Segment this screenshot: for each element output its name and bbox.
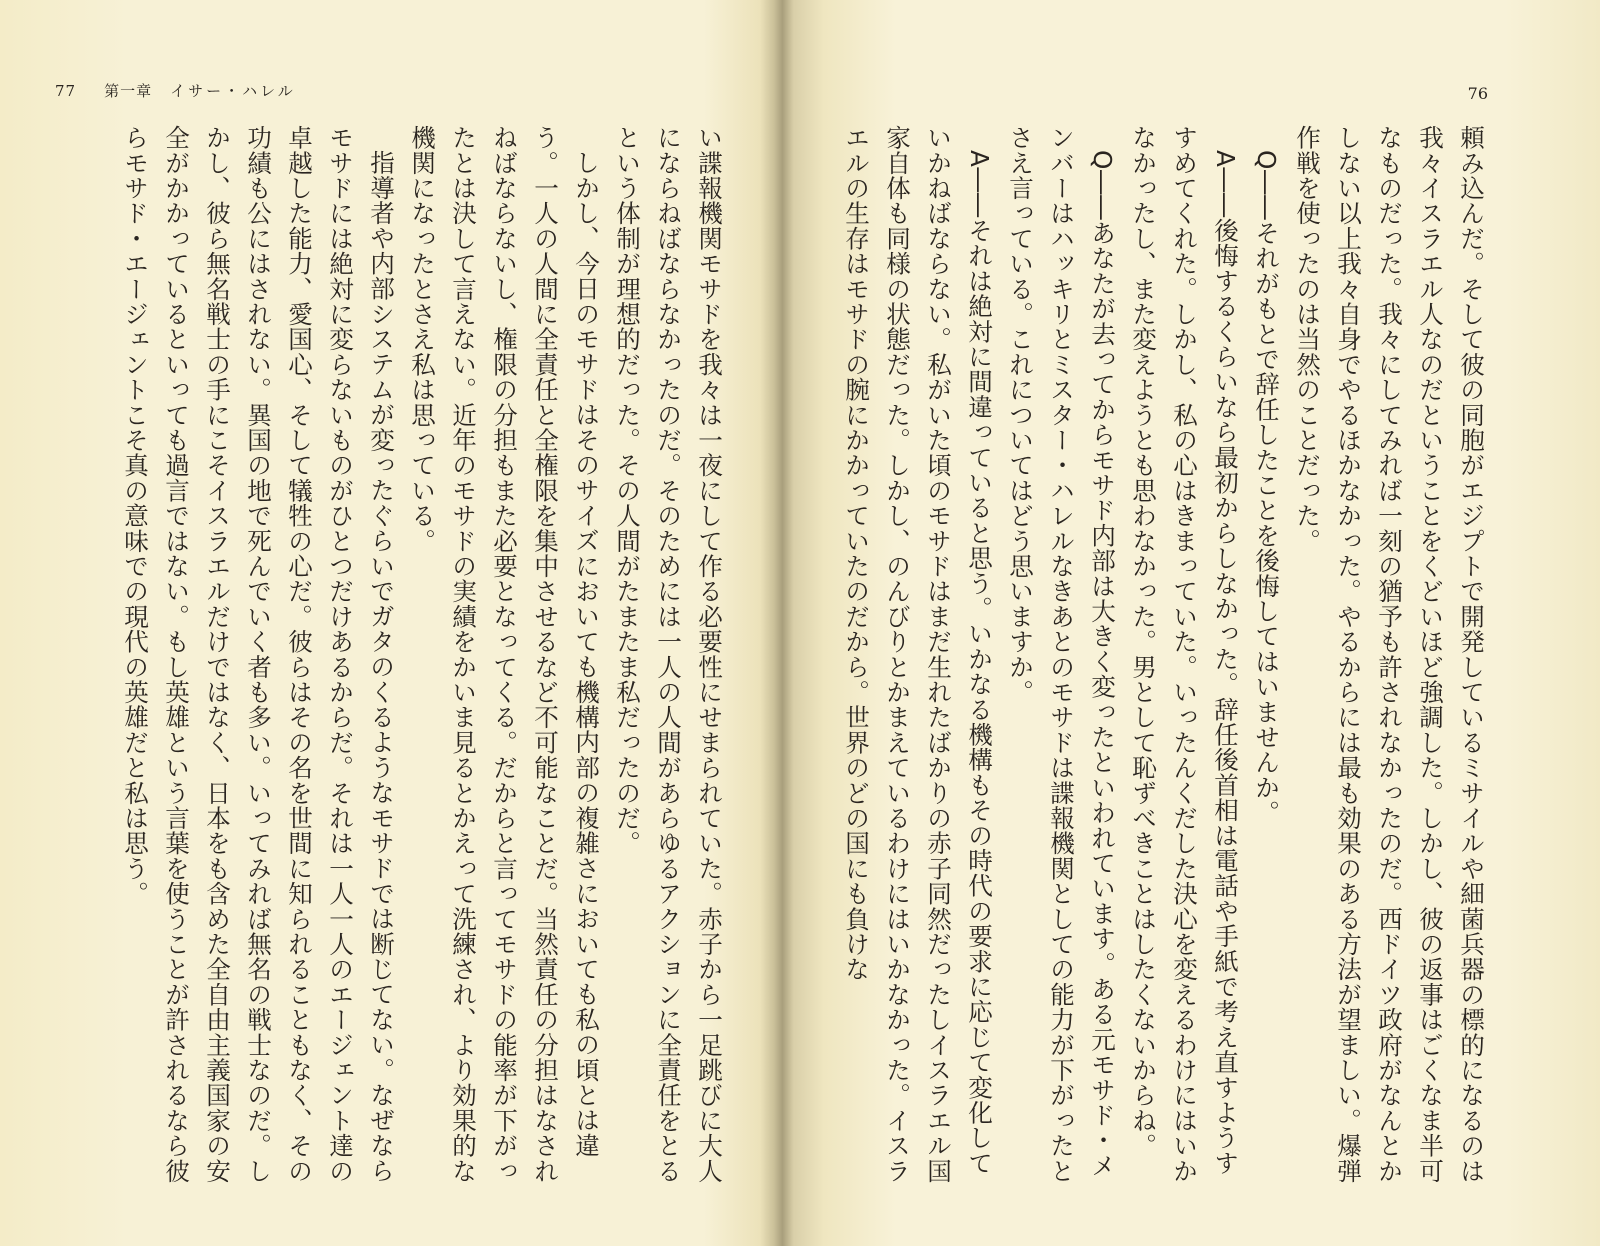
running-head <box>55 80 296 101</box>
page-number-left: 77 <box>55 82 77 100</box>
paragraph: い諜報機関モサドを我々は一夜にして作る必要性にせまられていた。赤子から一足跳びに大人にならねばならなかったのだ。そのためには一人の人間があらゆるアクションに全責任をとるという体制が理想的だった。その人間がたまたま私だったのだ。 <box>613 125 724 1184</box>
question-paragraph: Q――あなたが去ってからモサド内部は大きく変ったといわれています。ある元モサド・メンバーはハッキリとミスター・ハレルなきあとのモサドは諜報機関としての能力が下がったとさえ言っている。これについてはどう思いますか。 <box>1006 125 1117 1184</box>
left-page-body <box>90 125 730 1185</box>
paragraph: しかし、今日のモサドはそのサイズにおいても機構内部の複雑さにおいても私の頃とは違う。一人の人間に全責任と全権限を集中させるなど不可能なことだ。当然責任の分担はなされねばならないし、権限の分担もまた必要となってくる。だからと言ってモサドの能率が下がったとは決して言えない。近年のモサドの実績をかいま見るとかえって洗練され、より効果的な機関になったとさえ私は思っている。 <box>408 125 601 1184</box>
chapter-title: イサー・ハレル <box>170 82 296 100</box>
paragraph: 頼み込んだ。そして彼の同胞がエジプトで開発しているミサイルや細菌兵器の標的になるのは我々イスラエル人なのだということをくどいほど強調した。しかし、彼の返事はごくなま半可なものだった。我々にしてみれば一刻の猶予も許されなかったのだ。西ドイツ政府がなんとかしない以上我々自身でやるほかなかった。やるからには最も効果のある方法が望ましい。爆弾作戦を使ったのは当然のことだった。 <box>1293 125 1486 1184</box>
right-page <box>800 0 1600 1246</box>
answer-paragraph: A――それは絶対に間違っていると思う。いかなる機構もその時代の要求に応じて変化していかねばならない。私がいた頃のモサドはまだ生れたばかりの赤子同然だったしイスラエル国家自体も同様の状態だった。しかし、のんびりとかまえているわけにはいかなかった。イスラエルの生存はモサドの腕にかかっていたのだから。世界のどの国にも負けな <box>842 125 994 1184</box>
page-number-right: 76 <box>1467 84 1488 103</box>
paragraph: 指導者や内部システムが変ったぐらいでガタのくるようなモサドでは断じてない。なぜならモサドには絶対に変らないものがひとつだけあるからだ。それは一人一人のエージェント達の卓越した能力、愛国心、そして犠牲の心だ。彼らはその名を世間に知られることもなく、その功績も公にはされない。異国の地で死んでいく者も多い。いってみれば無名の戦士なのだ。しかし、彼ら無名戦士の手にこそイスラエルだけではなく、日本をも含めた全自由主義国家の安全がかかっているといっても過言ではない。もし英雄という言葉を使うことが許されるなら彼らモサド・エージェントこそ真の意味での現代の英雄だと私は思う。 <box>121 125 396 1184</box>
question-paragraph: Q――それがもとで辞任したことを後悔してはいませんか。 <box>1252 149 1281 825</box>
left-page <box>0 0 770 1246</box>
right-page-body <box>820 125 1492 1185</box>
chapter-label: 第一章 <box>104 82 153 100</box>
answer-paragraph: A――後悔するくらいなら最初からしなかった。辞任後首相は電話や手紙で考え直すようすすめてくれた。しかし、私の心はきまっていた。いったんくだした決心を変えるわけにはいかなかったし、また変えようとも思わなかった。男として恥ずべきことはしたくないからね。 <box>1129 125 1240 1184</box>
